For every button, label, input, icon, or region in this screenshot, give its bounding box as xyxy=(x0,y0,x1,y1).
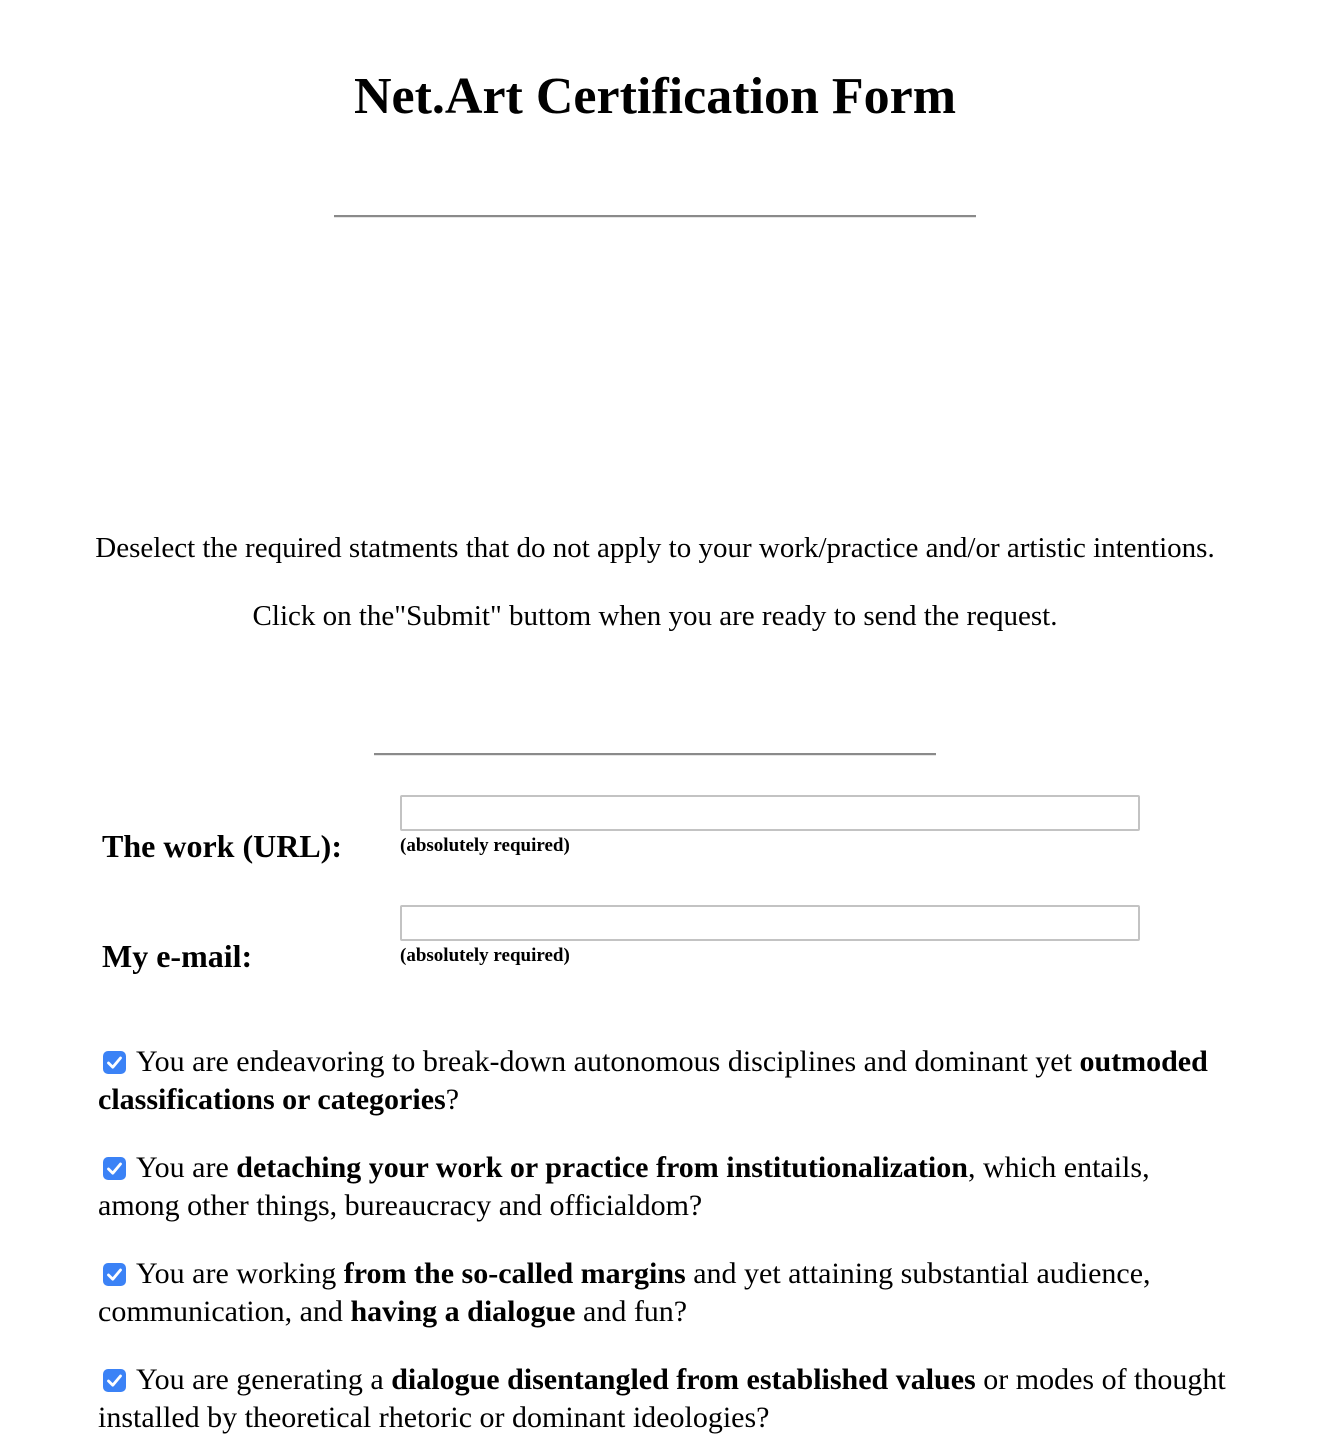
statement-text: ? xyxy=(445,1083,460,1116)
statement-emphasis: detaching your work or practice from institutionalization xyxy=(236,1151,968,1184)
top-divider xyxy=(334,215,976,218)
statement-2-checkbox[interactable] xyxy=(103,1157,126,1180)
email-input[interactable] xyxy=(400,905,1140,941)
email-required-note: (absolutely required) xyxy=(400,945,570,966)
statement-text: You are endeavoring to break-down autonomous disciplines and dominant yet xyxy=(136,1045,1080,1078)
statement-3-checkbox[interactable] xyxy=(103,1263,126,1286)
statement-text: and fun? xyxy=(575,1295,688,1328)
statement-1 xyxy=(98,1043,1238,1119)
statement-text: You are working xyxy=(136,1257,344,1290)
check-icon xyxy=(103,1263,126,1286)
page-title: Net.Art Certification Form xyxy=(353,68,957,125)
url-input[interactable] xyxy=(400,795,1140,831)
check-icon xyxy=(103,1157,126,1180)
check-icon xyxy=(103,1369,126,1392)
statement-text: and yet attaining substantial audience, communication, and xyxy=(98,1257,1151,1328)
statement-text: You are generating a xyxy=(136,1363,392,1396)
url-required-note: (absolutely required) xyxy=(400,835,570,856)
email-label: My e-mail: xyxy=(102,938,253,974)
statement-text: or modes of thought installed by theoretical rhetoric or dominant ideologies? xyxy=(98,1363,1226,1434)
url-label: The work (URL): xyxy=(102,828,342,864)
statement-2 xyxy=(98,1149,1238,1225)
submit-instruction: Click on the"Submit" buttom when you are ready to send the request. xyxy=(252,600,1058,632)
statement-4 xyxy=(98,1361,1238,1437)
statement-3 xyxy=(98,1255,1238,1331)
statement-4-checkbox[interactable] xyxy=(103,1369,126,1392)
statement-text: , which entails, among other things, bureaucracy and officialdom? xyxy=(98,1151,1150,1222)
statement-emphasis: having a dialogue xyxy=(350,1295,576,1328)
statement-emphasis: outmoded classifications or categories xyxy=(98,1045,1208,1116)
deselect-instruction: Deselect the required statments that do not apply to your work/practice and/or artistic intentions. xyxy=(95,532,1215,564)
check-icon xyxy=(103,1051,126,1074)
statement-text: You are xyxy=(136,1151,237,1184)
statement-emphasis: dialogue disentangled from established values xyxy=(391,1363,976,1396)
statement-emphasis: from the so-called margins xyxy=(343,1257,686,1290)
middle-divider xyxy=(374,753,936,756)
statement-1-checkbox[interactable] xyxy=(103,1051,126,1074)
